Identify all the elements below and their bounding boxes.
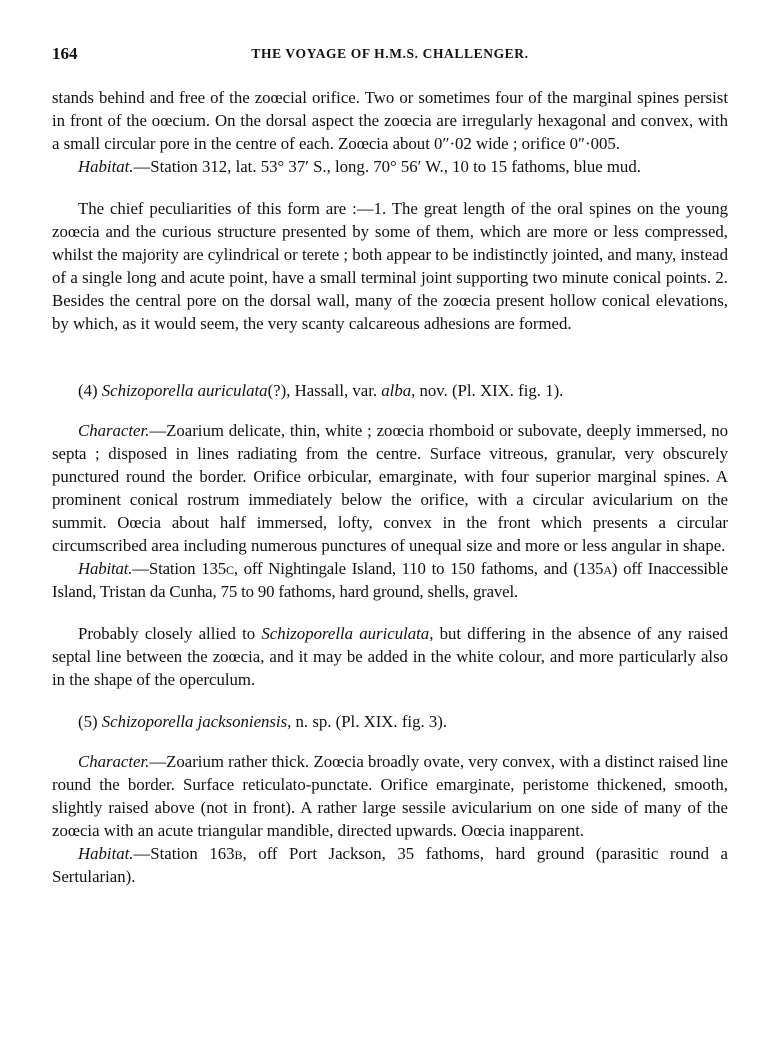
species-4-heading [52, 379, 728, 402]
species-number: (4) [78, 381, 98, 400]
habitat-text: —Station [133, 844, 210, 863]
character-text: —Zoarium rather thick. Zoœcia broadly ovate, very convex, with a distinct raised line round the border. Surface reticulato-punctate. Orifice emarginate, peristome thickened, smooth, slightly raised above (not in front). A rather large sessile avicularium on one side of many of the zoœcia with an acute triangular mandible, directed upwards. Oœcia inapparent. [52, 752, 728, 840]
page-number: 164 [52, 44, 78, 63]
species-number: (5) [78, 712, 98, 731]
habitat-text: —Station 312, lat. 53° 37′ S., long. 70° 56′ W., 10 to 15 fathoms, blue mud. [133, 157, 641, 176]
habitat-label: Habitat. [78, 559, 133, 578]
species-4-remark [52, 622, 728, 691]
species-name: Schizoporella auriculata [101, 381, 268, 400]
species-authority: , Hassall, var. [286, 381, 382, 400]
remark-text: , but differing in the absence of any raised septal line between the zoœcia, and it may be added in the white colour, and more particularly also in the shape of the operculum. [52, 624, 729, 689]
remark-species: Schizoporella auriculata [261, 624, 430, 643]
page-body [52, 86, 728, 888]
intro-paragraph: stands behind and free of the zoœcial orifice. Two or sometimes four of the marginal spines persist in front of the oœcium. On the dorsal aspect the zoœcia are irregularly hexagonal and convex, with a small circular pore in the centre of each. Zoœcia about 0″·02 wide ; orifice 0″·005. [52, 88, 728, 153]
species-4-character [52, 419, 728, 557]
station-code: 163b [209, 844, 243, 863]
habitat-label: Habitat. [78, 844, 134, 863]
character-text: —Zoarium delicate, thin, white ; zoœcia rhomboid or subovate, deeply immersed, no septa ; disposed in lines radiating from the centre. Surface vitreous, granular, very obscurely punctured round the border. Orifice orbicular, emarginate, with four superior marginal spines. A prominent conical rostrum immediately below the orifice, with a circular avicularium on the summit. Oœcia about half immersed, lofty, convex in the front which presents a circular circumscribed area including numerous punctures of unequal size and more or less angular in shape. [52, 421, 728, 555]
intro-habitat [52, 155, 728, 178]
habitat-text: ) off Inaccessible Island, Tristan da Cunha, 75 to 90 fathoms, hard ground, shells, gravel. [52, 559, 728, 601]
species-4-habitat [52, 557, 728, 603]
species-5-heading [52, 710, 728, 733]
species-5-habitat [52, 842, 728, 888]
species-query: (?) [267, 381, 287, 400]
species-reference: , n. sp. (Pl. XIX. fig. 3). [287, 712, 448, 731]
running-header [52, 44, 728, 66]
character-label: Character. [78, 752, 150, 771]
peculiarities-paragraph: The chief peculiarities of this form are :—1. The great length of the oral spines on the young zoœcia and the curious structure presented by some of them, which are more or less compressed, whilst the majority are cylindrical or terete ; both appear to be indistinctly jointed, and many, instead of a single long and acute point, have a small terminal joint supporting two minute conical points. 2. Besides the central pore on the dorsal wall, many of the zoœcia present hollow conical elevations, by which, as it would seem, the very scanty calcareous adhesions are formed. [52, 199, 728, 333]
habitat-text: —Station [132, 559, 202, 578]
species-5-character [52, 750, 728, 842]
habitat-label: Habitat. [78, 157, 134, 176]
habitat-text: , off Port Jackson, 35 fathoms, hard ground (parasitic round a Sertularian). [52, 844, 728, 886]
species-name: Schizoporella jacksoniensis [101, 712, 288, 731]
running-title: THE VOYAGE OF H.M.S. CHALLENGER. [251, 46, 529, 61]
station-code: 135a [578, 559, 612, 578]
station-code: 135c [201, 559, 234, 578]
remark-text: Probably closely allied to [78, 624, 262, 643]
character-label: Character. [78, 421, 150, 440]
habitat-text: , off Nightingale Island, 110 to 150 fathoms, and ( [233, 559, 579, 578]
species-variety: alba [381, 381, 412, 400]
species-reference: , nov. (Pl. XIX. fig. 1). [411, 381, 564, 400]
